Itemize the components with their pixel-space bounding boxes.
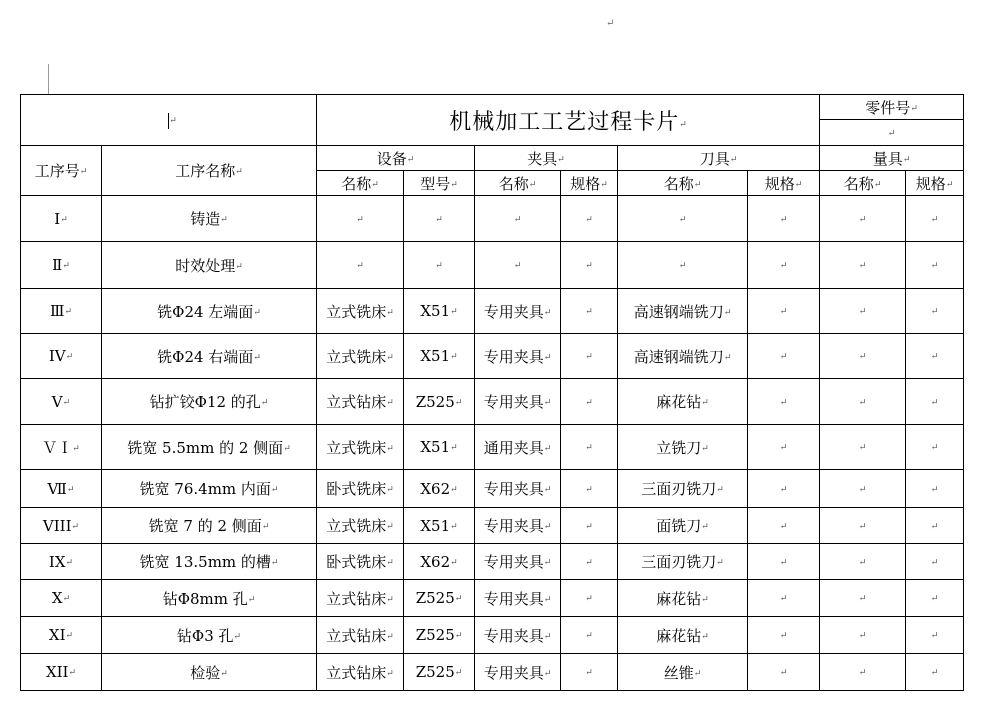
table-row <box>21 654 964 691</box>
cell-fixture-spec[interactable]: ↵ <box>561 425 618 470</box>
cell-name[interactable]: 检验↵ <box>102 654 317 691</box>
cell-gauge-name[interactable]: ↵ <box>820 580 906 617</box>
part-number-label: 零件号↵ <box>820 95 964 120</box>
cell-name[interactable]: 铣Φ24 左端面↵ <box>102 289 317 334</box>
cell-tool-name[interactable]: 高速钢端铣刀↵ <box>618 289 748 334</box>
table-row <box>21 470 964 508</box>
subheader-fixture-name: 名称↵ <box>475 171 561 196</box>
cell-equip-name[interactable]: 立式钻床↵ <box>317 654 404 691</box>
cell-gauge-spec[interactable]: ↵ <box>906 544 964 580</box>
cell-fixture-spec[interactable]: ↵ <box>561 470 618 508</box>
table-row <box>21 544 964 580</box>
cell-seq[interactable]: VIII↵ <box>21 508 102 544</box>
cell-equip-model[interactable]: X62↵ <box>404 470 475 508</box>
cell-gauge-name[interactable]: ↵ <box>820 289 906 334</box>
cell-fixture-spec[interactable]: ↵ <box>561 242 618 289</box>
cell-tool-spec[interactable]: ↵ <box>748 379 820 425</box>
cell-equip-model[interactable]: Z525↵ <box>404 654 475 691</box>
process-card-table <box>20 94 964 691</box>
cell-name[interactable]: 钻Φ3 孔↵ <box>102 617 317 654</box>
cell-seq[interactable]: XII↵ <box>21 654 102 691</box>
cell-gauge-name[interactable]: ↵ <box>820 617 906 654</box>
subheader-fixture-spec: 规格↵ <box>561 171 618 196</box>
cell-fixture-spec[interactable]: ↵ <box>561 508 618 544</box>
cell-seq[interactable]: X↵ <box>21 580 102 617</box>
cell-tool-spec[interactable]: ↵ <box>748 334 820 379</box>
cell-tool-spec[interactable]: ↵ <box>748 289 820 334</box>
cell-seq[interactable]: IX↵ <box>21 544 102 580</box>
header-tool: 刀具↵ <box>618 146 820 171</box>
cell-equip-name[interactable]: 立式铣床↵ <box>317 425 404 470</box>
cell-gauge-name[interactable]: ↵ <box>820 334 906 379</box>
cell-gauge-spec[interactable]: ↵ <box>906 654 964 691</box>
cell-tool-spec[interactable]: ↵ <box>748 508 820 544</box>
cell-seq[interactable]: XI↵ <box>21 617 102 654</box>
table-row <box>21 508 964 544</box>
cell-fixture-name[interactable]: 专用夹具↵ <box>475 379 561 425</box>
cell-equip-model[interactable]: ↵ <box>404 242 475 289</box>
cell-equip-model[interactable]: X62↵ <box>404 544 475 580</box>
cell-fixture-name[interactable]: 专用夹具↵ <box>475 617 561 654</box>
cell-gauge-spec[interactable]: ↵ <box>906 242 964 289</box>
cell-fixture-name[interactable]: 专用夹具↵ <box>475 289 561 334</box>
cell-equip-model[interactable]: X51↵ <box>404 289 475 334</box>
cell-seq[interactable]: ＶＩ↵ <box>21 425 102 470</box>
header-seq: 工序号↵ <box>21 146 102 196</box>
cell-tool-spec[interactable]: ↵ <box>748 425 820 470</box>
cell-name[interactable]: 铣宽 76.4mm 内面↵ <box>102 470 317 508</box>
header-equipment: 设备↵ <box>317 146 475 171</box>
cell-equip-model[interactable]: ↵ <box>404 196 475 242</box>
cell-tool-name[interactable]: 麻花钻↵ <box>618 580 748 617</box>
cell-fixture-name[interactable]: 专用夹具↵ <box>475 508 561 544</box>
cell-equip-name[interactable]: 立式铣床↵ <box>317 508 404 544</box>
cell-gauge-name[interactable]: ↵ <box>820 196 906 242</box>
cell-equip-name[interactable]: 立式钻床↵ <box>317 580 404 617</box>
cell-gauge-spec[interactable]: ↵ <box>906 470 964 508</box>
cell-equip-model[interactable]: Z525↵ <box>404 617 475 654</box>
table-row <box>21 580 964 617</box>
cell-fixture-spec[interactable]: ↵ <box>561 544 618 580</box>
cell-gauge-name[interactable]: ↵ <box>820 470 906 508</box>
cell-name[interactable]: 铣宽 13.5mm 的槽↵ <box>102 544 317 580</box>
subheader-equip-model: 型号↵ <box>404 171 475 196</box>
cell-tool-spec[interactable]: ↵ <box>748 654 820 691</box>
cell-seq[interactable]: Ⅲ↵ <box>21 289 102 334</box>
cell-tool-name[interactable]: 麻花钻↵ <box>618 379 748 425</box>
cell-fixture-spec[interactable]: ↵ <box>561 289 618 334</box>
cell-gauge-name[interactable]: ↵ <box>820 508 906 544</box>
cell-fixture-name[interactable]: 专用夹具↵ <box>475 334 561 379</box>
cell-tool-name[interactable]: ↵ <box>618 196 748 242</box>
cell-tool-name[interactable]: ↵ <box>618 242 748 289</box>
cell-tool-name[interactable]: 高速钢端铣刀↵ <box>618 334 748 379</box>
cell-name[interactable]: 铸造↵ <box>102 196 317 242</box>
header-name: 工序名称↵ <box>102 146 317 196</box>
cell-fixture-name[interactable]: 专用夹具↵ <box>475 580 561 617</box>
cell-seq[interactable]: IV↵ <box>21 334 102 379</box>
cell-equip-name[interactable]: 立式钻床↵ <box>317 379 404 425</box>
cell-fixture-spec[interactable]: ↵ <box>561 334 618 379</box>
cell-tool-name[interactable]: 丝锥↵ <box>618 654 748 691</box>
cell-gauge-spec[interactable]: ↵ <box>906 289 964 334</box>
cell-name[interactable]: 铣Φ24 右端面↵ <box>102 334 317 379</box>
paragraph-mark: ↵ <box>606 18 615 29</box>
cell-fixture-spec[interactable]: ↵ <box>561 379 618 425</box>
cell-tool-name[interactable]: 面铣刀↵ <box>618 508 748 544</box>
cell-fixture-name[interactable]: 通用夹具↵ <box>475 425 561 470</box>
cell-gauge-name[interactable]: ↵ <box>820 544 906 580</box>
cell-tool-spec[interactable]: ↵ <box>748 242 820 289</box>
cell-equip-model[interactable]: X51↵ <box>404 334 475 379</box>
table-row <box>21 196 964 242</box>
cell-seq[interactable]: Ⅰ↵ <box>21 196 102 242</box>
cell-fixture-name[interactable]: ↵ <box>475 196 561 242</box>
subheader-tool-name: 名称↵ <box>618 171 748 196</box>
cell-fixture-name[interactable]: 专用夹具↵ <box>475 654 561 691</box>
header-fixture: 夹具↵ <box>475 146 618 171</box>
cell-gauge-name[interactable]: ↵ <box>820 379 906 425</box>
table-row <box>21 425 964 470</box>
cell-seq[interactable]: Ⅴ↵ <box>21 379 102 425</box>
cell-equip-name[interactable]: 立式铣床↵ <box>317 334 404 379</box>
cell-gauge-spec[interactable]: ↵ <box>906 334 964 379</box>
cell-tool-spec[interactable]: ↵ <box>748 196 820 242</box>
cell-fixture-spec[interactable]: ↵ <box>561 617 618 654</box>
cell-tool-spec[interactable]: ↵ <box>748 617 820 654</box>
cell-tool-spec[interactable]: ↵ <box>748 470 820 508</box>
cell-tool-name[interactable]: 三面刃铣刀↵ <box>618 470 748 508</box>
cell-gauge-name[interactable]: ↵ <box>820 425 906 470</box>
cell-fixture-name[interactable]: ↵ <box>475 242 561 289</box>
cell-name[interactable]: 铣宽 5.5mm 的 2 侧面↵ <box>102 425 317 470</box>
cell-fixture-spec[interactable]: ↵ <box>561 580 618 617</box>
title-blank-cell[interactable]: ↵ <box>21 95 317 146</box>
table-row <box>21 379 964 425</box>
cell-name[interactable]: 铣宽 7 的 2 侧面↵ <box>102 508 317 544</box>
cell-equip-name[interactable]: 立式钻床↵ <box>317 617 404 654</box>
subheader-gauge-spec: 规格↵ <box>906 171 964 196</box>
cell-fixture-spec[interactable]: ↵ <box>561 654 618 691</box>
cell-gauge-spec[interactable]: ↵ <box>906 580 964 617</box>
subheader-gauge-name: 名称↵ <box>820 171 906 196</box>
cell-gauge-spec[interactable]: ↵ <box>906 508 964 544</box>
cell-fixture-spec[interactable]: ↵ <box>561 196 618 242</box>
cell-tool-spec[interactable]: ↵ <box>748 580 820 617</box>
table-row <box>21 617 964 654</box>
cell-fixture-name[interactable]: 专用夹具↵ <box>475 544 561 580</box>
cell-equip-name[interactable]: 卧式铣床↵ <box>317 544 404 580</box>
subheader-equip-name: 名称↵ <box>317 171 404 196</box>
cell-equip-name[interactable]: 卧式铣床↵ <box>317 470 404 508</box>
page-corner-mark <box>48 64 49 94</box>
cell-tool-name[interactable]: 立铣刀↵ <box>618 425 748 470</box>
cell-equip-model[interactable]: X51↵ <box>404 425 475 470</box>
cell-name[interactable]: 钻Φ8mm 孔↵ <box>102 580 317 617</box>
cell-fixture-name[interactable]: 专用夹具↵ <box>475 470 561 508</box>
cell-equip-model[interactable]: Z525↵ <box>404 379 475 425</box>
cell-equip-model[interactable]: Z525↵ <box>404 580 475 617</box>
table-row <box>21 242 964 289</box>
table-row <box>21 289 964 334</box>
subheader-tool-spec: 规格↵ <box>748 171 820 196</box>
cell-tool-spec[interactable]: ↵ <box>748 544 820 580</box>
cell-gauge-spec[interactable]: ↵ <box>906 425 964 470</box>
header-gauge: 量具↵ <box>820 146 964 171</box>
cell-seq[interactable]: Ⅶ↵ <box>21 470 102 508</box>
cell-gauge-spec[interactable]: ↵ <box>906 617 964 654</box>
cell-equip-model[interactable]: X51↵ <box>404 508 475 544</box>
table-row <box>21 334 964 379</box>
cell-equip-name[interactable]: ↵ <box>317 196 404 242</box>
cell-gauge-name[interactable]: ↵ <box>820 242 906 289</box>
cell-seq[interactable]: Ⅱ↵ <box>21 242 102 289</box>
cell-tool-name[interactable]: 三面刃铣刀↵ <box>618 544 748 580</box>
cell-gauge-name[interactable]: ↵ <box>820 654 906 691</box>
cell-gauge-spec[interactable]: ↵ <box>906 196 964 242</box>
cell-tool-name[interactable]: 麻花钻↵ <box>618 617 748 654</box>
cell-name[interactable]: 时效处理↵ <box>102 242 317 289</box>
cell-gauge-spec[interactable]: ↵ <box>906 379 964 425</box>
cell-equip-name[interactable]: ↵ <box>317 242 404 289</box>
cell-name[interactable]: 钻扩铰Φ12 的孔↵ <box>102 379 317 425</box>
card-title: 机械加工工艺过程卡片↵ <box>317 95 820 146</box>
part-number-value[interactable]: ↵ <box>820 120 964 146</box>
cell-equip-name[interactable]: 立式铣床↵ <box>317 289 404 334</box>
